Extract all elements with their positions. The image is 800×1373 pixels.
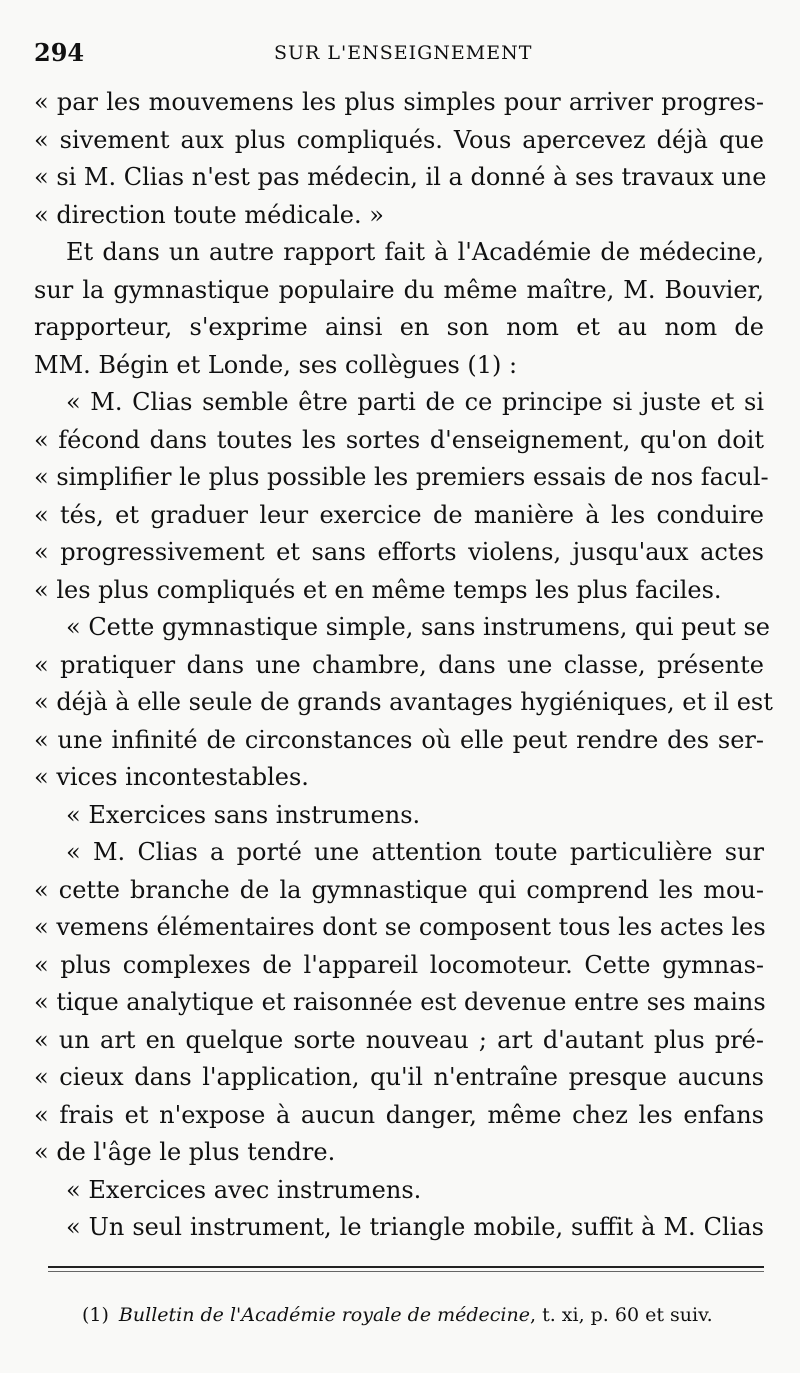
running-title: SUR L'ENSEIGNEMENT	[274, 42, 533, 64]
text-line: « un art en quelque sorte nouveau ; art d'autant plus pré-	[34, 1025, 764, 1054]
text-line: « pratiquer dans une chambre, dans une classe, présente	[34, 650, 764, 679]
body-text	[34, 84, 773, 1247]
text-line: MM. Bégin et Londe, ses collègues (1) :	[34, 350, 518, 379]
text-line: sur la gymnastique populaire du même maître, M. Bouvier,	[34, 275, 764, 304]
text-line: « Exercices sans instrumens.	[66, 800, 421, 829]
text-line: « vemens élémentaires dont se composent tous les actes les	[34, 913, 766, 941]
text-line: « sivement aux plus compliqués. Vous apercevez déjà que	[34, 125, 764, 154]
text-line: Et dans un autre rapport fait à l'Académie de médecine,	[66, 238, 764, 266]
text-line: « direction toute médicale. »	[34, 200, 384, 229]
text-line: rapporteur, s'exprime ainsi en son nom et au nom de	[34, 313, 764, 341]
text-line: « par les mouvemens les plus simples pour arriver progres-	[34, 88, 764, 116]
text-line: « une infinité de circonstances où elle peut rendre des ser-	[34, 725, 764, 754]
text-line: « Un seul instrument, le triangle mobile, suffit à M. Clias	[66, 1213, 764, 1241]
footnote-rule-thin	[48, 1271, 764, 1272]
text-line: « frais et n'expose à aucun danger, même chez les enfans	[34, 1100, 764, 1129]
text-line: « plus complexes de l'appareil locomoteur. Cette gymnas-	[34, 950, 764, 979]
text-line: « M. Clias semble être parti de ce principe si juste et si	[66, 388, 764, 416]
text-line: « les plus compliqués et en même temps les plus faciles.	[34, 575, 722, 604]
text-line: « si M. Clias n'est pas médecin, il a donné à ses travaux une	[34, 163, 767, 191]
page-header	[34, 38, 764, 72]
text-line: « simplifier le plus possible les premiers essais de nos facul-	[34, 463, 769, 491]
footnote-title: Bulletin de l'Académie royale de médecine	[118, 1304, 530, 1326]
footnote-rule	[48, 1266, 764, 1268]
text-line: « cieux dans l'application, qu'il n'entraîne presque aucuns	[34, 1063, 764, 1091]
text-line: « Exercices avec instrumens.	[66, 1175, 422, 1204]
text-line: « cette branche de la gymnastique qui comprend les mou-	[34, 875, 764, 904]
text-line: « fécond dans toutes les sortes d'enseignement, qu'on doit	[34, 425, 764, 454]
text-line: « Cette gymnastique simple, sans instrumens, qui peut se	[66, 613, 770, 641]
text-line: « tique analytique et raisonnée est devenue entre ses mains	[34, 988, 766, 1016]
page-number: 294	[34, 38, 85, 67]
text-line: « M. Clias a porté une attention toute particulière sur	[66, 838, 764, 866]
text-line: « vices incontestables.	[34, 763, 309, 791]
footnote-details: , t. xi, p. 60 et suiv.	[529, 1304, 713, 1326]
footnote-ref: (1)	[82, 1304, 109, 1326]
text-line: « de l'âge le plus tendre.	[34, 1138, 336, 1166]
footnote	[82, 1304, 713, 1326]
text-line: « progressivement et sans efforts violens, jusqu'aux actes	[34, 538, 764, 566]
text-line: « déjà à elle seule de grands avantages hygiéniques, et il est	[34, 688, 773, 716]
text-line: « tés, et graduer leur exercice de manière à les conduire	[34, 500, 764, 529]
